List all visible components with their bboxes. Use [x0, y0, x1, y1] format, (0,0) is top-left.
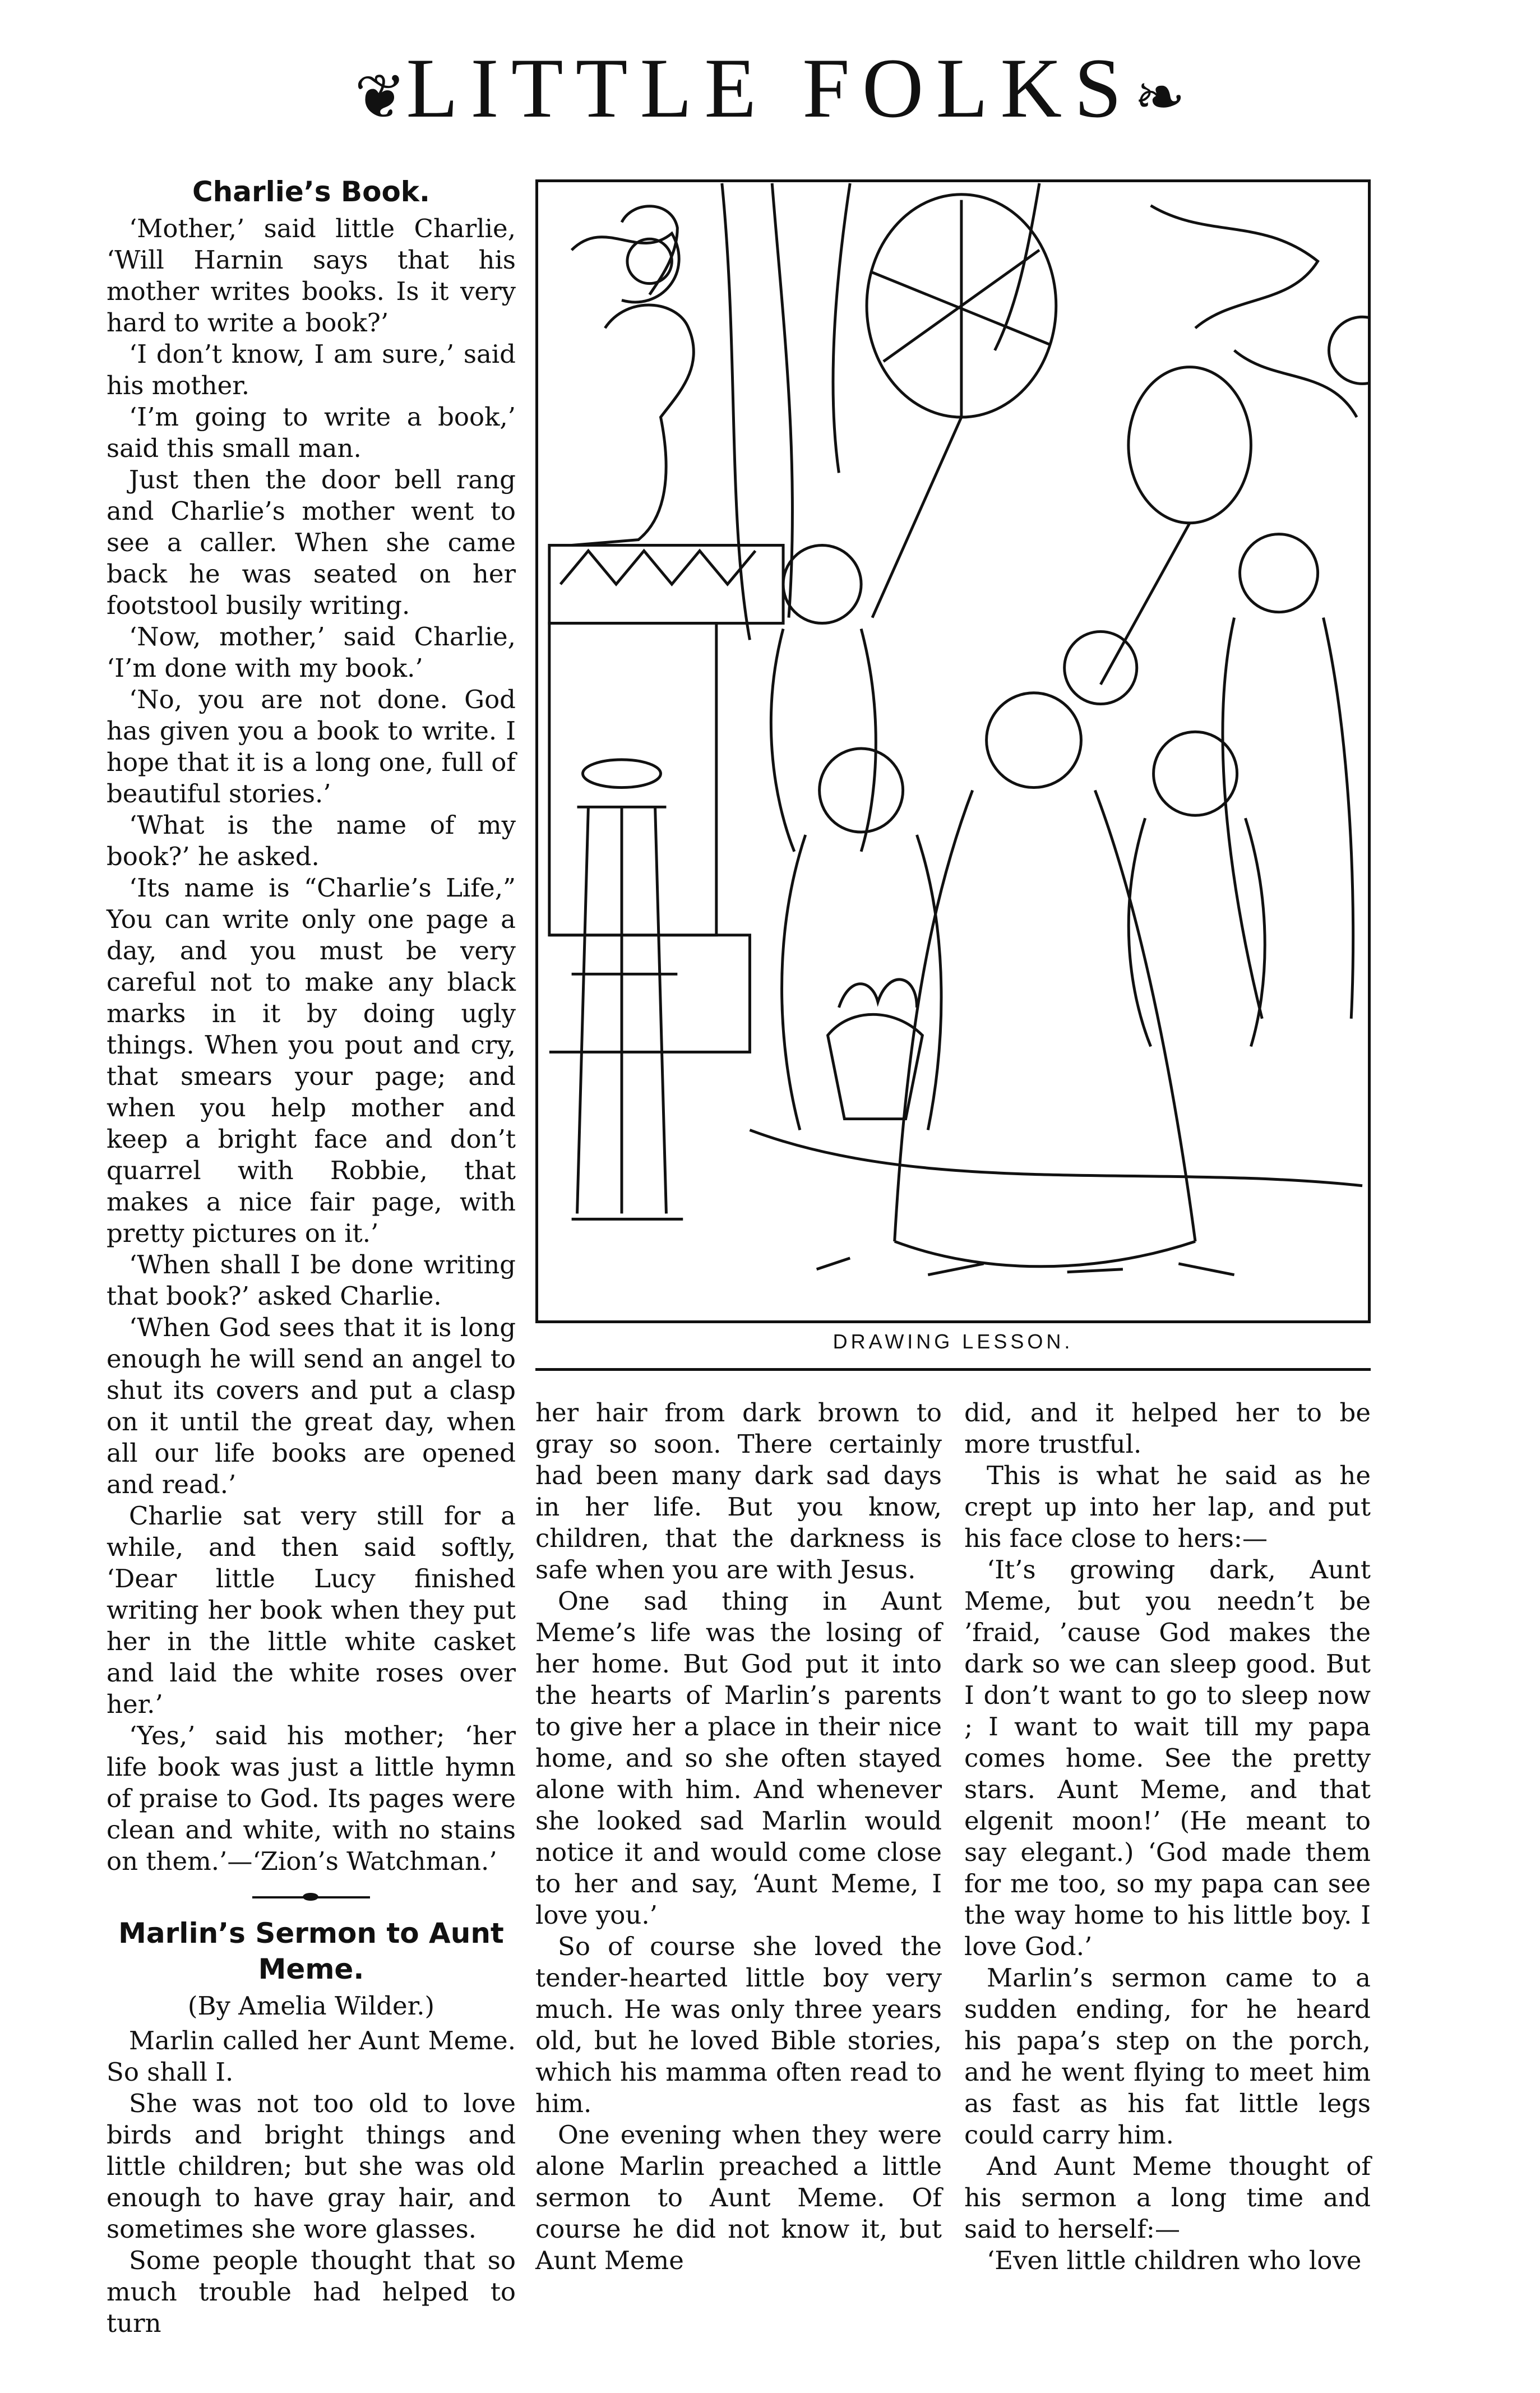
- paragraph: Charlie sat very still for a while, and then said softly, ‘Dear little Lucy finished writing her book when they put her in the little white casket and laid the white roses over her.’: [107, 1501, 516, 1719]
- paragraph: did, and it helped her to be more trustful.: [964, 1398, 1371, 1459]
- paragraph: And Aunt Meme thought of his sermon a long time and said to herself:—: [964, 2151, 1371, 2244]
- horizontal-rule: [535, 1368, 1371, 1371]
- article-title-marlins-sermon: Marlin’s Sermon to Aunt Meme.: [118, 1917, 504, 1985]
- paragraph: Marlin’s sermon came to a sudden ending, for he heard his papa’s step on the porch, and he went flying to meet him as fast as his fat little legs could carry him.: [964, 1963, 1371, 2150]
- paragraph: So of course she loved the tender-hearted little boy very much. He was only three years old, but he loved Bible stories, which his mamma often read to him.: [535, 1932, 942, 2118]
- paragraph: ‘What is the name of my book?’ he asked.: [107, 810, 516, 871]
- paragraph: ‘No, you are not done. God has given you a book to write. I hope that it is a long one, full of beautiful stories.’: [107, 685, 516, 809]
- section-separator: [252, 1896, 370, 1898]
- ornament-left-icon: ❦: [354, 63, 406, 132]
- paragraph: ‘Yes,’ said his mother; ‘her life book was just a little hymn of praise to God. Its pages were clean and white, with no stains on them.’—‘Zion’s Watchman.’: [107, 1721, 516, 1876]
- paragraph: One evening when they were alone Marlin preached a little sermon to Aunt Meme. Of course he did not know it, but Aunt Meme: [535, 2120, 942, 2275]
- paragraph: One sad thing in Aunt Meme’s life was the losing of her home. But God put it into the hearts of Marlin’s parents to give her a place in their nice home, and so she often stayed alone with him. And whenever she looked sad Marlin would notice it and would come close to her and say, ‘Aunt Meme, I love you.’: [535, 1586, 942, 1930]
- ornament-right-icon: ❧: [1134, 63, 1186, 132]
- paragraph: ‘When shall I be done writing that book?’ asked Charlie.: [107, 1250, 516, 1311]
- paragraph: ‘I’m going to write a book,’ said this small man.: [107, 402, 516, 463]
- paragraph: Some people thought that so much trouble had helped to turn: [107, 2246, 516, 2338]
- right-column: [964, 1397, 1371, 2276]
- paragraph: This is what he said as he crept up into her lap, and put his face close to hers:—: [964, 1461, 1371, 1553]
- paragraph: ‘Even little children who love: [987, 2246, 1362, 2275]
- middle-column: [535, 1397, 942, 2276]
- masthead: [0, 39, 1540, 137]
- paragraph: ‘I don’t know, I am sure,’ said his mother.: [107, 339, 516, 400]
- engraving-image: [538, 182, 1368, 1320]
- paragraph: She was not too old to love birds and bright things and little children; but she was old enough to have gray hair, and sometimes she wore glasses.: [107, 2089, 516, 2244]
- drawing-lesson-illustration: [535, 179, 1371, 1323]
- paragraph: ‘When God sees that it is long enough he will send an angel to shut its covers and put a clasp on it until the great day, when all our life books are opened and read.’: [107, 1313, 516, 1499]
- paragraph: Marlin called her Aunt Meme. So shall I.: [107, 2026, 516, 2087]
- paragraph: her hair from dark brown to gray so soon. There certainly had been many dark sad days in her life. But you know, children, that the darkness is safe when you are with Jesus.: [535, 1398, 942, 1584]
- byline: (By Amelia Wilder.): [187, 1991, 435, 2021]
- paragraph: ‘Mother,’ said little Charlie, ‘Will Harnin says that his mother writes books. Is it very hard to write a book?’: [107, 214, 516, 338]
- paragraph: Just then the door bell rang and Charlie’s mother went to see a caller. When she came back he was seated on her footstool busily writing.: [107, 465, 516, 620]
- illustration-caption: DRAWING LESSON.: [833, 1330, 1074, 1353]
- paragraph: ‘Now, mother,’ said Charlie, ‘I’m done with my book.’: [107, 622, 516, 683]
- masthead-title: LITTLE FOLKS: [406, 41, 1134, 135]
- article-title-charlies-book: Charlie’s Book.: [192, 175, 431, 208]
- paragraph: ‘It’s growing dark, Aunt Meme, but you needn’t be ’fraid, ’cause God makes the dark so we can sleep good. But I don’t want to go to sleep now ; I want to wait till my papa comes home. See the pretty stars. Aunt Meme, and that elgenit moon!’ (He meant to say elegant.) ‘God made them for me too, so my papa can see the way home to his little boy. I love God.’: [964, 1555, 1371, 1961]
- left-column: [107, 174, 516, 2339]
- paragraph: ‘Its name is “Charlie’s Life,” You can write only one page a day, and you must be very careful not to make any black marks in it by doing ugly things. When you pout and cry, that smears your page; and when you help mother and keep a bright face and don’t quarrel with Robbie, that makes a nice fair page, with pretty pictures on it.’: [107, 873, 516, 1248]
